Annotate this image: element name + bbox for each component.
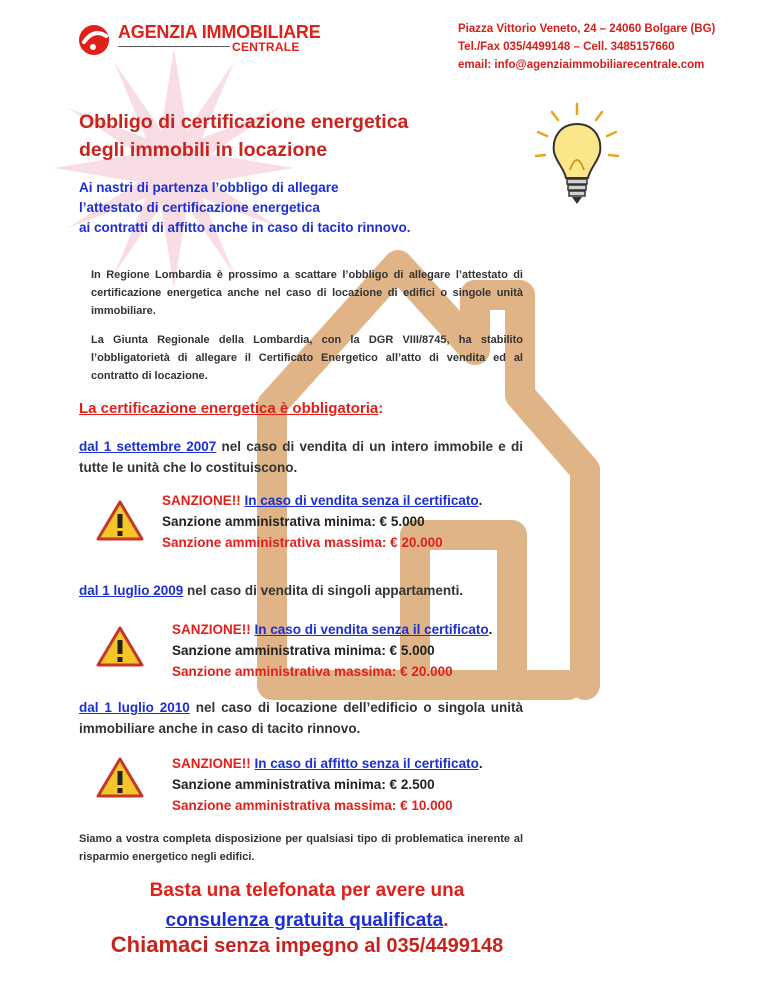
intro-paragraph: In Regione Lombardia è prossimo a scattare l’obbligo di allegare l’attestato di certificazione energetica anche nel caso di locazione di edifici o singole unità immobiliare. — [91, 269, 523, 317]
obligation-link[interactable]: La certificazione energetica è obbligatoria — [79, 400, 379, 417]
call-us-word: Chiamaci — [110, 932, 209, 957]
call-us-line — [0, 932, 614, 958]
lead-line-3: ai contratti di affitto anche in caso di tacito rinnovo. — [79, 220, 411, 235]
sanction-3-label: SANZIONE!! — [172, 756, 251, 771]
address: Piazza Vittorio Veneto, 24 – 24060 Bolgare (BG) — [458, 23, 716, 35]
lead-text — [79, 178, 411, 238]
closing-paragraph: Siamo a vostra completa disposizione per qualsiasi tipo di problematica inerente al risparmio energetico negli edifici. — [79, 833, 523, 863]
cta-consulting-link[interactable]: consulenza gratuita qualificata — [165, 910, 444, 931]
obligation-colon: : — [378, 400, 384, 417]
sanction-2-link[interactable]: In caso di vendita senza il certificato — [254, 622, 489, 637]
phone: Tel./Fax 035/4499148 – Cell. 3485157660 — [458, 41, 675, 53]
deadline-3-date[interactable]: dal 1 luglio 2010 — [79, 700, 190, 715]
logo-divider — [118, 46, 230, 47]
contact-block — [458, 20, 715, 74]
logo-name: AGENZIA IMMOBILIARE — [118, 22, 321, 42]
sanction-2-max: Sanzione amministrativa massima: € 20.000 — [172, 664, 453, 679]
sanction-3-min: Sanzione amministrativa minima: € 2.500 — [172, 777, 435, 792]
deadline-3-text: nel caso di locazione dell’edificio o singola unità immobiliare anche in caso di tacito rinnovo. — [79, 700, 523, 736]
sanction-3 — [172, 753, 483, 816]
logo-subtitle: CENTRALE — [232, 40, 300, 54]
deadline-1-text: nel caso di vendita di un intero immobile e di tutte le unità che lo costituiscono. — [79, 439, 523, 475]
sanction-3-link[interactable]: In caso di affitto senza il certificato — [254, 756, 479, 771]
sanction-1-label: SANZIONE!! — [162, 493, 241, 508]
sanction-1 — [162, 490, 482, 553]
sanction-2 — [172, 619, 492, 682]
email[interactable]: email: info@agenziaimmobiliarecentrale.com — [458, 59, 705, 71]
sanction-1-min: Sanzione amministrativa minima: € 5.000 — [162, 514, 425, 529]
sanction-1-link[interactable]: In caso di vendita senza il certificato — [244, 493, 479, 508]
cta-line-2-end: . — [443, 910, 449, 931]
title-line-1: Obbligo di certificazione energetica — [79, 111, 409, 133]
deadline-2-text: nel caso di vendita di singoli appartamenti. — [183, 583, 464, 598]
warning-icon — [95, 499, 145, 543]
sanction-3-max: Sanzione amministrativa massima: € 10.000 — [172, 798, 453, 813]
cta-line-1: Basta una telefonata per avere una — [149, 880, 465, 901]
sanction-1-max: Sanzione amministrativa massima: € 20.000 — [162, 535, 443, 550]
warning-icon — [95, 625, 145, 669]
sanction-3-dot: . — [478, 756, 483, 771]
deadline-2-date[interactable]: dal 1 luglio 2009 — [79, 583, 184, 598]
deadline-3 — [79, 697, 523, 739]
deadline-1-date[interactable]: dal 1 settembre 2007 — [79, 439, 217, 454]
light-bulb-icon — [530, 100, 625, 210]
title-line-2: degli immobili in locazione — [79, 139, 328, 161]
call-us-phone[interactable]: senza impegno al 035/4499148 — [208, 935, 504, 957]
sanction-2-label: SANZIONE!! — [172, 622, 251, 637]
call-to-action — [0, 876, 614, 936]
lead-line-1: Ai nastri di partenza l’obbligo di allegare — [79, 180, 339, 195]
deadline-2 — [79, 580, 523, 601]
obligation-heading — [79, 400, 383, 417]
deadline-1 — [79, 436, 523, 478]
lead-line-2: l’attestato di certificazione energetica — [79, 200, 320, 215]
sanction-1-dot: . — [478, 493, 483, 508]
dgr-paragraph: La Giunta Regionale della Lombardia, con la DGR VIII/8745, ha stabilito l’obbligatorietà di allegare il Certificato Energetico all’atto di vendita ed al contratto di locazione. — [91, 334, 523, 382]
page-title — [79, 108, 408, 164]
sanction-2-min: Sanzione amministrativa minima: € 5.000 — [172, 643, 435, 658]
sanction-2-dot: . — [488, 622, 493, 637]
warning-icon — [95, 756, 145, 800]
